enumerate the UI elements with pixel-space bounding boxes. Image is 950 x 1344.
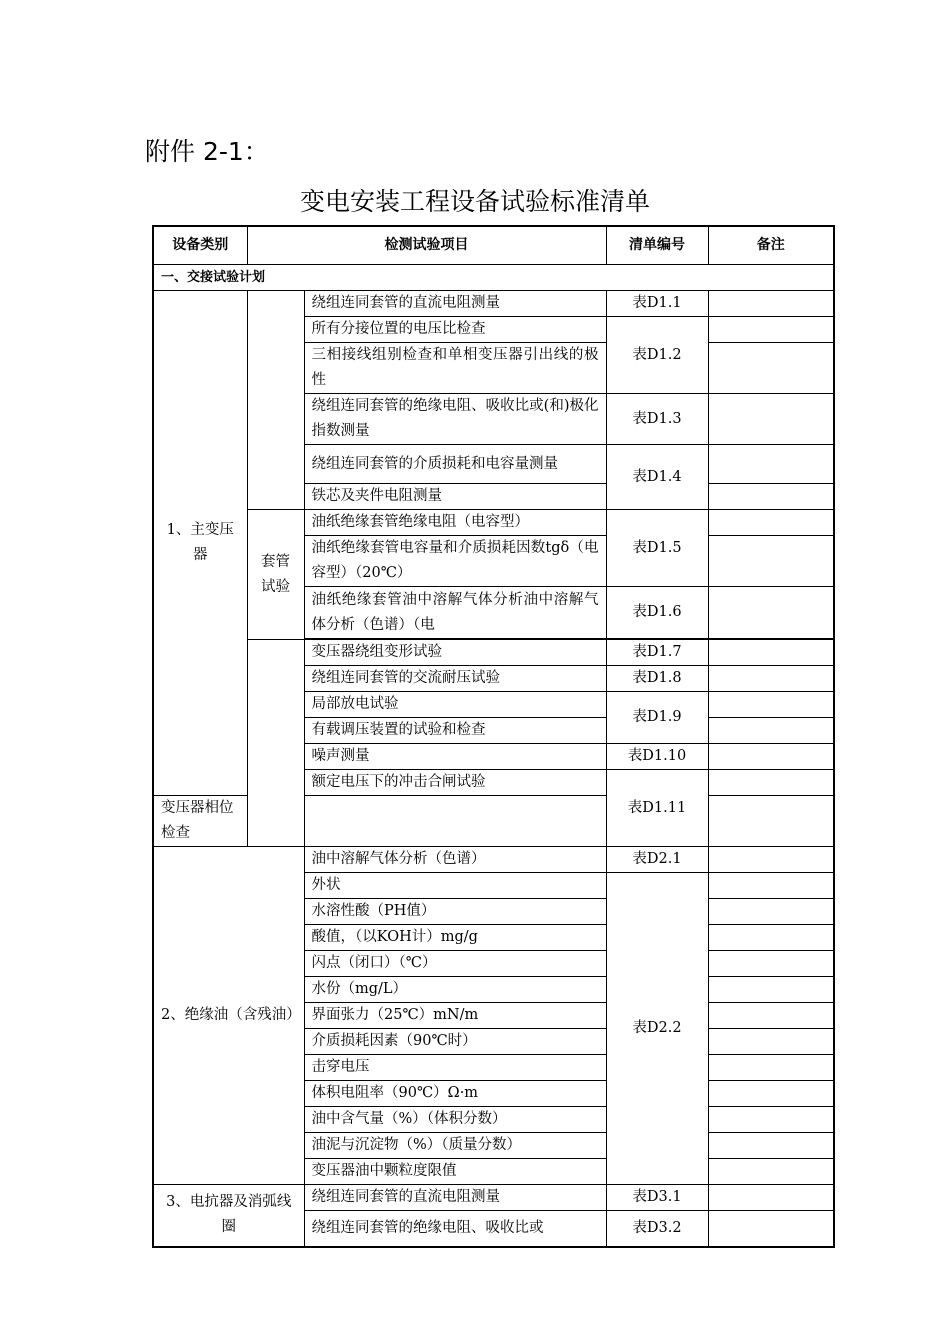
test-item: 外状 [304,873,606,899]
table-row [153,291,834,317]
test-item: 三相接线组别检查和单相变压器引出线的极性 [304,343,606,394]
remark-cell [708,899,834,925]
test-item: 油纸绝缘套管电容量和介质损耗因数tgδ（电容型）（20℃） [304,536,606,587]
remark-cell [708,536,834,587]
test-item: 所有分接位置的电压比检查 [304,317,606,343]
remark-cell [708,951,834,977]
test-item: 变压器绕组变形试验 [304,640,606,666]
remark-cell [708,1029,834,1055]
table-row [153,1185,834,1211]
attachment-label: 附件 2-1： [145,137,269,166]
test-item: 额定电压下的冲击合闸试验 [304,770,606,796]
test-item: 变压器油中颗粒度限值 [304,1159,606,1185]
test-item: 油纸绝缘套管油中溶解气体分析油中溶解气体分析（色谱）（电 [304,587,606,639]
test-item: 闪点（闭口）（℃） [304,951,606,977]
list-code: 表D1.4 [606,445,708,510]
test-item: 有载调压装置的试验和检查 [304,718,606,744]
subcategory-empty [247,291,304,510]
list-code: 表D1.11 [606,770,708,847]
remark-cell [708,873,834,899]
remark-cell [708,1133,834,1159]
remark-cell [708,1081,834,1107]
header-code: 清单编号 [606,226,708,265]
remark-cell [708,1211,834,1247]
list-code: 表D1.8 [606,666,708,692]
remark-cell [708,925,834,951]
header-category: 设备类别 [153,226,247,265]
remark-cell [708,394,834,445]
remark-cell [708,1055,834,1081]
test-item: 油中溶解气体分析（色谱） [304,847,606,873]
test-item: 绕组连同套管的交流耐压试验 [304,666,606,692]
header-remark: 备注 [708,226,834,265]
remark-cell [708,744,834,770]
table-row [153,847,834,873]
list-code: 表D3.1 [606,1185,708,1211]
test-item: 绕组连同套管的绝缘电阻、吸收比或 [304,1211,606,1247]
remark-cell [708,666,834,692]
test-item: 酸值，（以KOH计）mg/g [304,925,606,951]
list-code: 表D1.9 [606,692,708,744]
remark-cell [708,692,834,718]
list-code: 表D3.2 [606,1211,708,1247]
remark-cell [708,640,834,666]
remark-cell [708,718,834,744]
test-item: 体积电阻率（90℃）Ω·m [304,1081,606,1107]
remark-cell [708,977,834,1003]
document-title: 变电安装工程设备试验标准清单 [299,187,650,216]
remark-cell [304,796,606,847]
section-title: 一、交接试验计划 [153,265,834,291]
remark-cell [708,343,834,394]
category-main-transformer: 1、主变压器 [153,291,247,796]
test-item: 绕组连同套管的直流电阻测量 [304,291,606,317]
list-code: 表D1.5 [606,510,708,587]
test-item: 噪声测量 [304,744,606,770]
remark-cell [708,510,834,536]
remark-cell [708,1107,834,1133]
test-item: 水份（mg/L） [304,977,606,1003]
test-item: 绕组连同套管的介质损耗和电容量测量 [304,445,606,484]
list-code: 表D1.7 [606,640,708,666]
test-item: 变压器相位检查 [153,796,247,847]
test-standard-table [152,225,835,1248]
remark-cell [708,317,834,343]
header-item: 检测试验项目 [247,226,606,265]
test-item: 铁芯及夹件电阻测量 [304,484,606,510]
section-row [153,265,834,291]
test-item: 击穿电压 [304,1055,606,1081]
list-code: 表D1.2 [606,317,708,394]
remark-cell [708,847,834,873]
table-header-row [153,226,834,265]
subcategory-bushing-test: 套管试验 [247,510,304,640]
remark-cell [708,1003,834,1029]
remark-cell [708,587,834,639]
table-row [153,510,834,536]
test-item: 油中含气量（%）（体积分数） [304,1107,606,1133]
subcategory-empty [247,640,304,847]
test-item: 绕组连同套管的直流电阻测量 [304,1185,606,1211]
test-item: 绕组连同套管的绝缘电阻、吸收比或(和)极化指数测量 [304,394,606,445]
remark-cell [708,445,834,484]
list-code: 表D2.1 [606,847,708,873]
list-code: 表D1.3 [606,394,708,445]
list-code: 表D1.10 [606,744,708,770]
remark-cell [708,1185,834,1211]
table-row [153,640,834,666]
category-reactor: 3、电抗器及消弧线圈 [153,1185,304,1247]
remark-cell [708,484,834,510]
test-item: 界面张力（25℃）mN/m [304,1003,606,1029]
list-code: 表D1.1 [606,291,708,317]
list-code: 表D2.2 [606,873,708,1185]
test-item: 介质损耗因素（90℃时） [304,1029,606,1055]
test-item: 局部放电试验 [304,692,606,718]
test-item: 油纸绝缘套管绝缘电阻（电容型） [304,510,606,536]
category-insulating-oil: 2、绝缘油（含残油） [153,847,304,1185]
list-code: 表D1.6 [606,587,708,639]
remark-cell [708,770,834,796]
test-item: 油泥与沉淀物（%）（质量分数） [304,1133,606,1159]
remark-cell [708,291,834,317]
remark-cell [708,1159,834,1185]
test-item: 水溶性酸（PH值） [304,899,606,925]
